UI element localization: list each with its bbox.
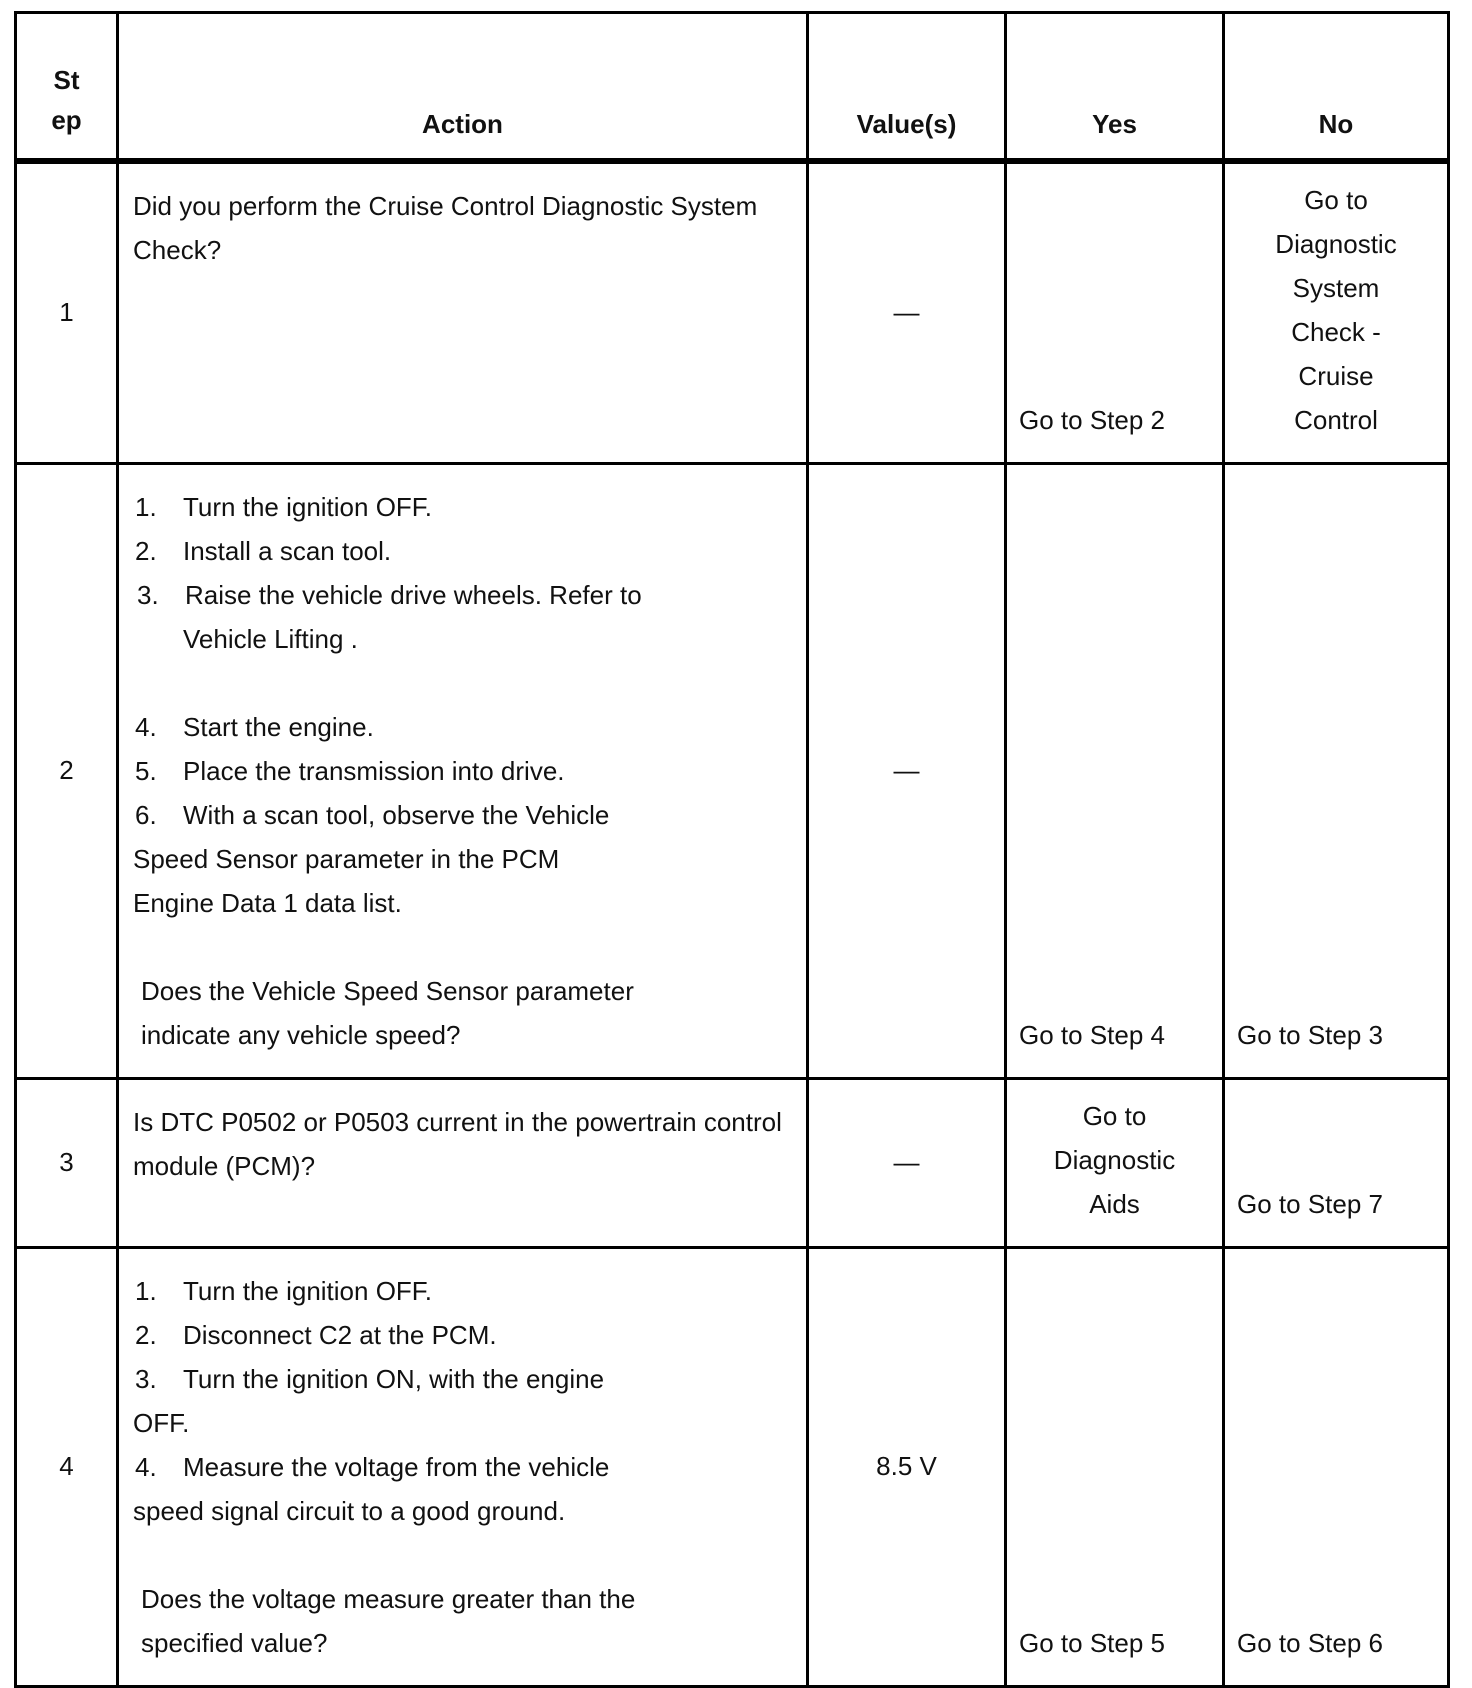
action-cell: [118, 1078, 808, 1247]
header-yes: Yes: [1006, 13, 1224, 161]
table-row: [16, 161, 1449, 464]
yes-cell: Go to Step 4: [1006, 463, 1224, 1078]
header-values: Value(s): [808, 13, 1006, 161]
no-cell: Go to Step 6: [1224, 1247, 1449, 1686]
list-item: 1. Turn the ignition OFF.: [135, 1275, 433, 1306]
header-step-line2: ep: [51, 104, 82, 135]
table-row: [16, 1078, 1449, 1247]
action-text: Is DTC P0502 or P0503 current in the powertrain control module (PCM)?: [133, 1106, 782, 1181]
list-item: 5. Place the transmission into drive.: [135, 755, 565, 786]
value-cell: —: [808, 161, 1006, 464]
action-cell: [118, 463, 808, 1078]
no-cell: Go to Step 7: [1224, 1078, 1449, 1247]
table-row: [16, 463, 1449, 1078]
question-text: Does the Vehicle Speed Sensor parameter indicate any vehicle speed?: [141, 975, 634, 1050]
list-item: 4. Start the engine.: [135, 711, 374, 742]
list-item: 3. Turn the ignition ON, with the engine OFF.: [133, 1363, 605, 1438]
no-cell: Go to Step 3: [1224, 463, 1449, 1078]
header-row: [16, 13, 1449, 161]
diagnostic-table: [14, 11, 1450, 1688]
value-cell: 8.5 V: [808, 1247, 1006, 1686]
action-text: Did you perform the Cruise Control Diagnostic System Check?: [133, 190, 758, 265]
header-step-line1: St: [53, 64, 80, 95]
header-action: Action: [118, 13, 808, 161]
table-row: [16, 1247, 1449, 1686]
step-number: 1: [16, 161, 118, 464]
list-item: 3. Raise the vehicle drive wheels. Refer to Vehicle Lifting .: [137, 579, 642, 654]
step-number: 3: [16, 1078, 118, 1247]
action-cell: [118, 1247, 808, 1686]
header-step: [16, 13, 118, 161]
list-item: 4. Measure the voltage from the vehicle speed signal circuit to a good ground.: [133, 1451, 610, 1526]
list-item: 1. Turn the ignition OFF.: [135, 491, 433, 522]
step-number: 4: [16, 1247, 118, 1686]
value-cell: —: [808, 1078, 1006, 1247]
list-item: 2. Disconnect C2 at the PCM.: [135, 1319, 497, 1350]
yes-cell: Go to Step 5: [1006, 1247, 1224, 1686]
value-cell: —: [808, 463, 1006, 1078]
list-item: 6. With a scan tool, observe the Vehicle Speed Sensor parameter in the PCM Engine Data 1 data list.: [133, 799, 610, 918]
action-cell: [118, 161, 808, 464]
step-number: 2: [16, 463, 118, 1078]
header-no: No: [1224, 13, 1449, 161]
yes-cell: Go to Diagnostic Aids: [1006, 1078, 1224, 1247]
yes-cell: Go to Step 2: [1006, 161, 1224, 464]
list-item: 2. Install a scan tool.: [135, 535, 392, 566]
no-cell: Go to Diagnostic System Check - Cruise Control: [1224, 161, 1449, 464]
question-text: Does the voltage measure greater than the specified value?: [141, 1583, 636, 1658]
